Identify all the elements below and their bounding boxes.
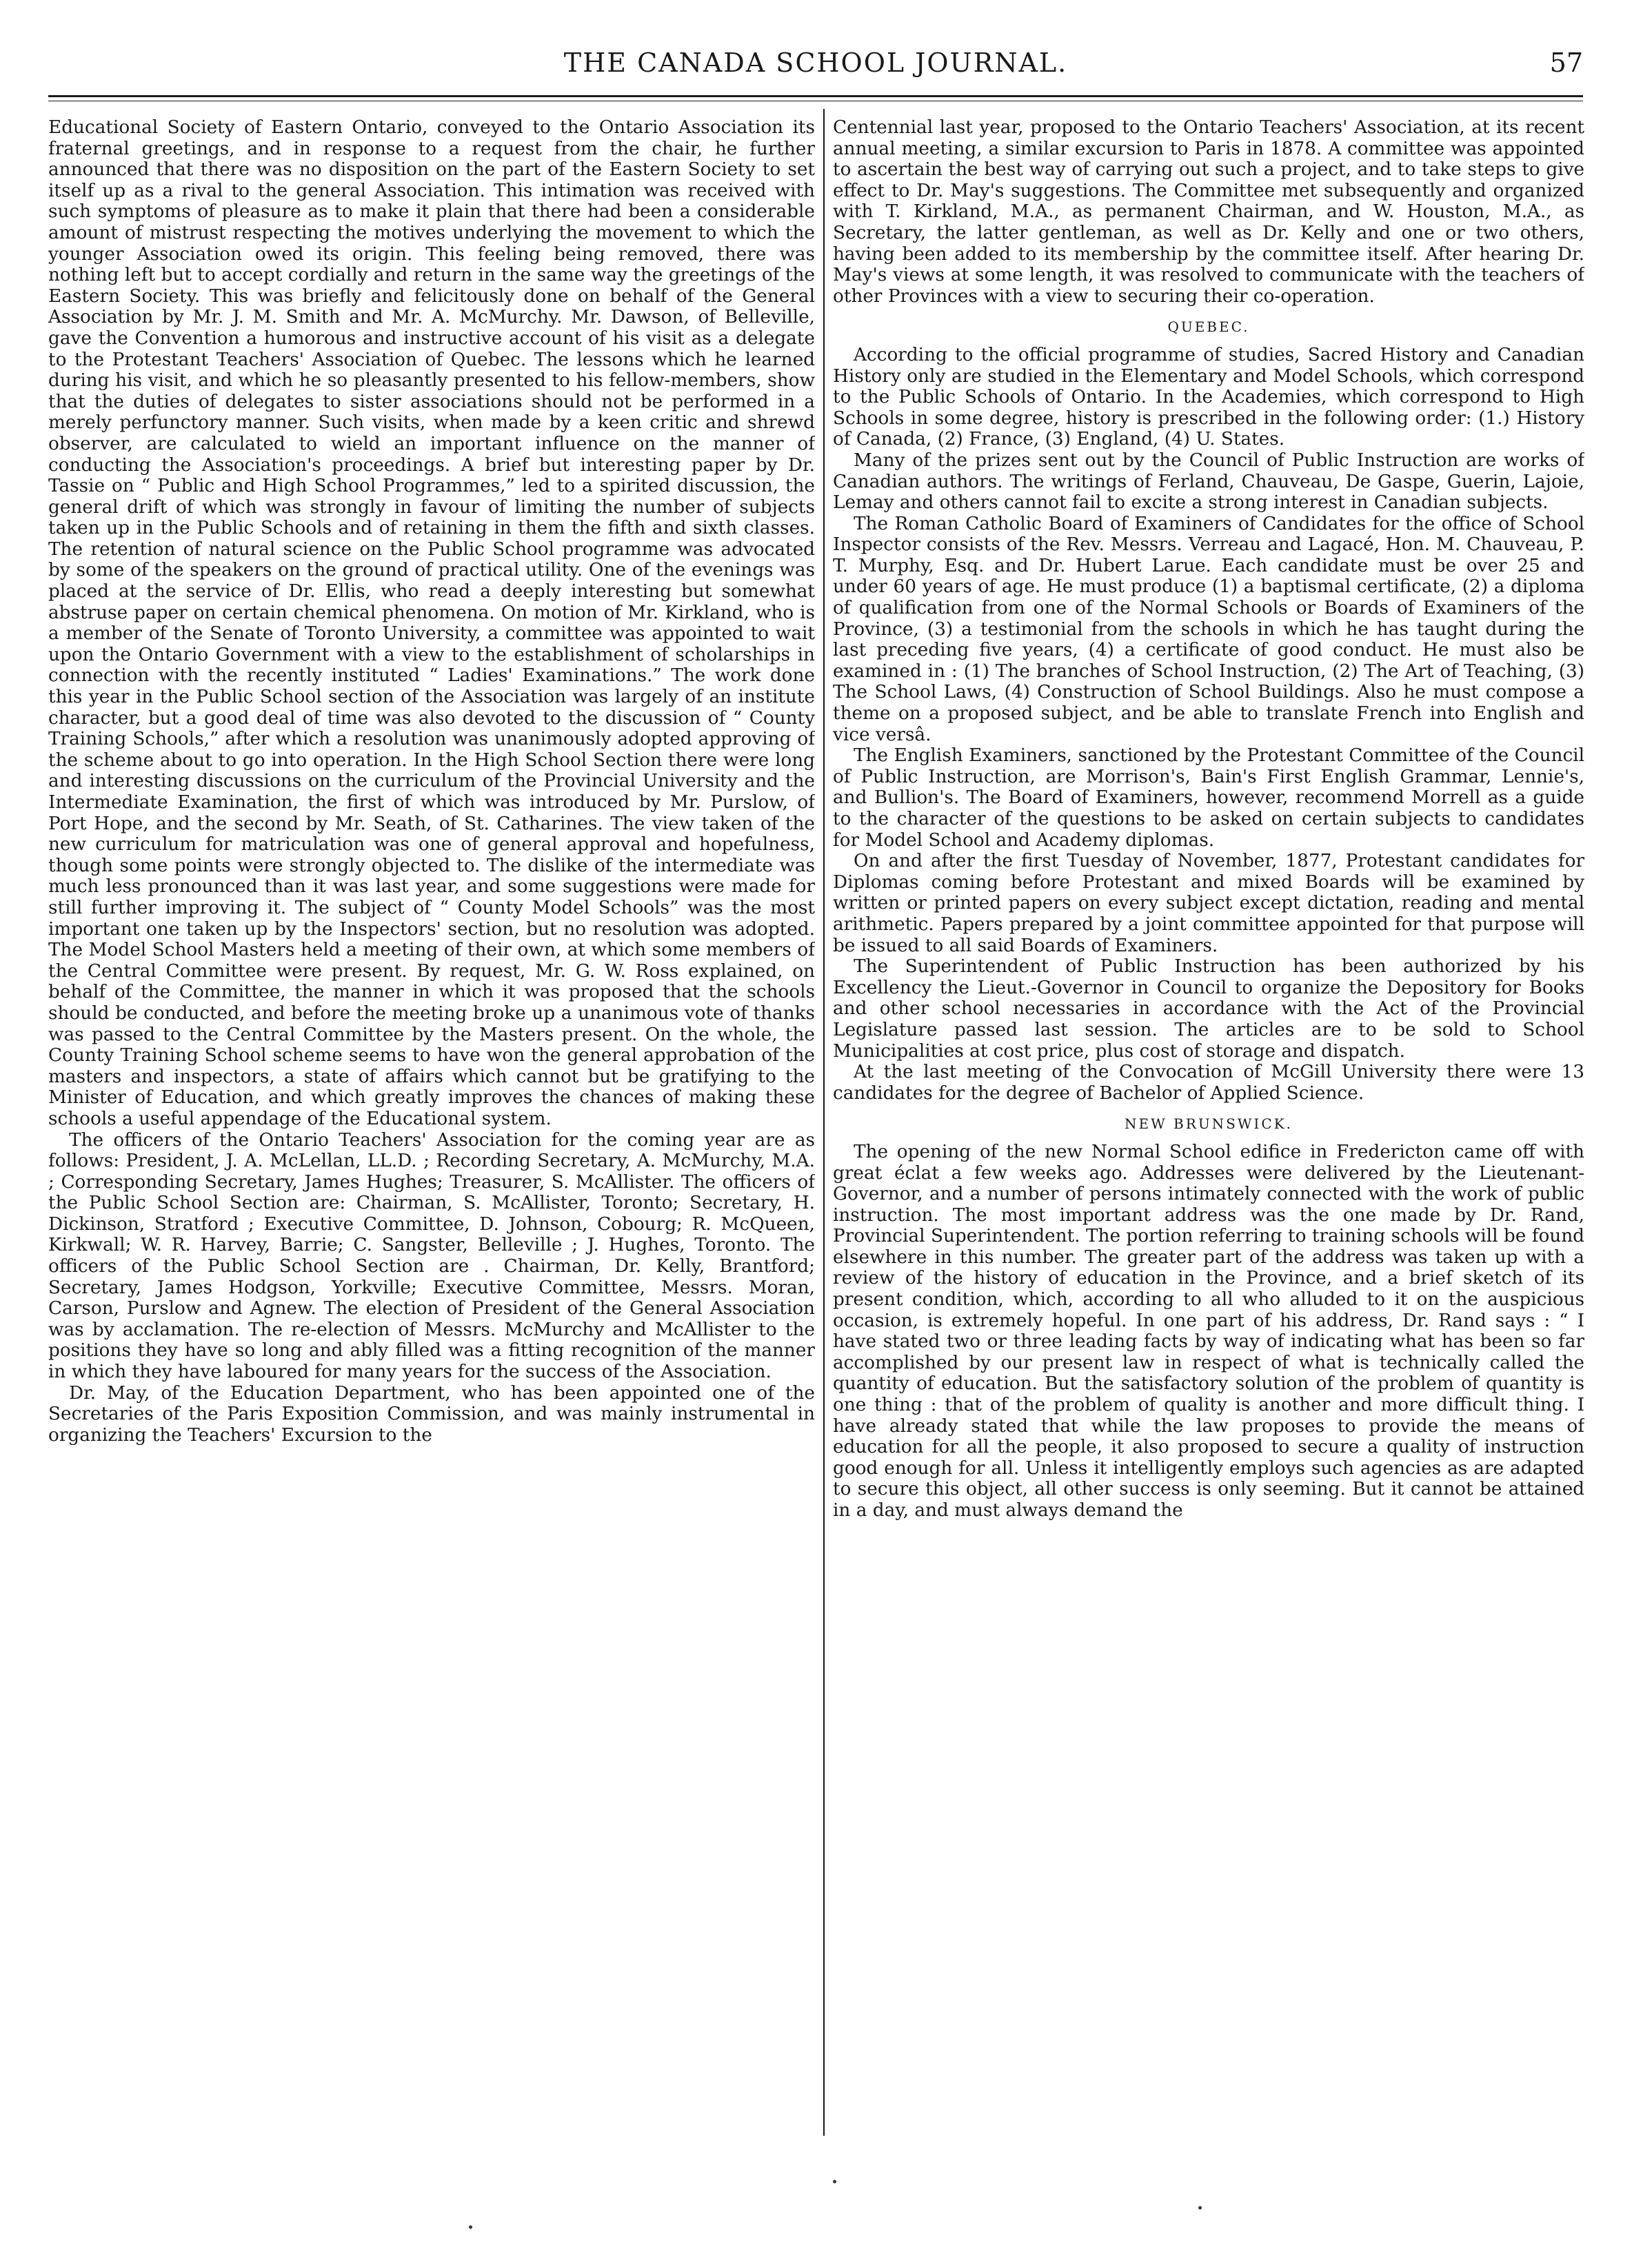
print-speck	[469, 2225, 472, 2229]
page-header	[48, 46, 1583, 87]
body-paragraph: Dr. May, of the Education Department, who has been appointed one of the Secretaries of the Paris Exposition Commission, and was mainly instrumental in organizing the Teachers' Excursion to the	[48, 1382, 815, 1446]
body-paragraph: Many of the prizes sent out by the Council of Public Instruction are works of Canadian authors. The writings of Ferland, Chauveau, De Gaspe, Guerin, Lajoie, Lemay and others cannot fail to excite a strong interest in Canadian subjects.	[833, 449, 1584, 514]
body-paragraph: On and after the first Tuesday of November, 1877, Protestant candidates for Diplomas coming before Protestant and mixed Boards will be examined by written or printed papers on every subject except dictation, reading and mental arithmetic. Papers prepared by a joint committee appointed for that purpose will be issued to all said Boards of Examiners.	[833, 851, 1584, 956]
column-divider	[823, 109, 825, 2136]
body-paragraph: At the last meeting of the Convocation of McGill University there were 13 candidates for the degree of Bachelor of Applied Science.	[833, 1062, 1584, 1104]
print-speck	[833, 2180, 836, 2183]
body-paragraph: Educational Society of Eastern Ontario, conveyed to the Ontario Association its fraternal greetings, and in response to a request from the chair, he further announced that there was no disposition on the part of the Eastern Society to set itself up as a rival to the general Association. This intimation was received with such symptoms of pleasure as to make it plain that there had been a considerable amount of mistrust respecting the motives underlying the movement to which the younger Association owed its origin. This feeling being removed, there was nothing left but to accept cordially and return in the same way the greetings of the Eastern Society. This was briefly and felicitously done on behalf of the General Association by Mr. J. M. Smith and Mr. A. McMurchy. Mr. Dawson, of Belleville, gave the Convention a humorous and instructive account of his visit as a delegate to the Protestant Teachers' Association of Quebec. The lessons which he learned during his visit, and which he so pleasantly presented to his fellow-members, show that the duties of delegates to sister associations should not be performed in a merely perfunctory manner. Such visits, when made by a keen critic and shrewd observer, are calculated to wield an important influence on the manner of conducting the Association's proceedings. A brief but interesting paper by Dr. Tassie on “ Public and High School Programmes,” led to a spirited discussion, the general drift of which was strongly in favour of limiting the number of subjects taken up in the Public Schools and of retaining in them the fifth and sixth classes. The retention of natural science on the Public School programme was advocated by some of the speakers on the ground of practical utility. One of the evenings was placed at the service of Dr. Ellis, who read a deeply interesting but somewhat abstruse paper on certain chemical phenomena. On motion of Mr. Kirkland, who is a member of the Senate of Toronto University, a committee was appointed to wait upon the Ontario Government with a view to the establishment of scholarships in connection with the recently instituted “ Ladies' Examinations.” The work done this year in the Public School section of the Association was largely of an institute character, but a good deal of time was also devoted to the discussion of “ County Training Schools,” after which a resolution was unanimously adopted approving of the scheme about to go into operation. In the High School Section there were long and interesting discussions on the curriculum of the Provincial University and the Intermediate Examination, the first of which was introduced by Mr. Purslow, of Port Hope, and the second by Mr. Seath, of St. Catharines. The view taken of the new curriculum for matriculation was one of general approval and hopefulness, though some points were strongly objected to. The dislike of the intermediate was much less pronounced than it was last year, and some suggestions were made for still further improving it. The subject of “ County Model Schools” was the most important one taken up by the Inspectors' section, but no resolution was adopted. The Model School Masters held a meeting of their own, at which some members of the Central Committee were present. By request, Mr. G. W. Ross explained, on behalf of the Committee, the manner in which it was proposed that the schools should be conducted, and before the meeting broke up a unanimous vote of thanks was passed to the Central Committee by the Masters present. On the whole, the County Training School scheme seems to have won the general approbation of the masters and inspectors, a state of affairs which cannot but be gratifying to the Minister of Education, and which greatly improves the chances of making these schools a useful appendage of the Educational system.	[48, 117, 815, 1129]
body-paragraph: The Superintendent of Public Instruction has been authorized by his Excellency the Lieut.-Governor in Council to organize the Depository for Books and other school necessaries in accordance with the Act of the Provincial Legislature passed last session. The articles are to be sold to School Municipalities at cost price, plus cost of storage and dispatch.	[833, 956, 1584, 1062]
section-heading-new-brunswick: NEW BRUNSWICK.	[1125, 1115, 1293, 1133]
journal-title: THE CANADA SCHOOL JOURNAL.	[563, 48, 1068, 78]
body-paragraph: The opening of the new Normal School edifice in Fredericton came off with great éclat a few weeks ago. Addresses were delivered by the Lieutenant-Governor, and a number of persons intimately connected with the work of public instruction. The most important address was the one made by Dr. Rand, Provincial Superintendent. The portion referring to training schools will be found elsewhere in this number. The greater part of the address was taken up with a review of the history of education in the Province, and a brief sketch of its present condition, which, according to all who alluded to it on the auspicious occasion, is extremely hopeful. In one part of his address, Dr. Rand says : “ I have stated two or three leading facts by way of indicating what has been so far accomplished by our present law in respect of what is technically called the quantity of education. But the satisfactory solution of the problem of quantity is one thing : that of the problem of quality is another and more difficult thing. I have already stated that while the law proposes to provide the means of education for all the people, it also proposed to secure a quality of instruction good enough for all. Unless it intelligently employs such agencies as are adapted to secure this object, all other success is only seeming. But it cannot be attained in a day, and must always demand the	[833, 1141, 1584, 1521]
body-paragraph: The Roman Catholic Board of Examiners of Candidates for the office of School Inspector consists of the Rev. Messrs. Verreau and Lagacé, Hon. M. Chauveau, P. T. Murphy, Esq. and Dr. Hubert Larue. Each candidate must be over 25 and under 60 years of age. He must produce (1) a baptismal certificate, (2) a diploma of qualification from one of the Normal Schools or Boards of Examiners of the Province, (3) a testimonial from the schools in which he has taught during the last preceding five years, (4) a certificate of good conduct. He must also be examined in : (1) The branches of School Instruction, (2) The Art of Teaching, (3) The School Laws, (4) Construction of School Buildings. Also he must compose a theme on a proposed subject, and be able to translate French into English and vice versâ.	[833, 513, 1584, 745]
body-paragraph: According to the official programme of studies, Sacred History and Canadian History only are studied in the Elementary and Model Schools, which correspond to the Public Schools of Ontario. In the Academies, which correspond to High Schools in some degree, history is prescribed in the following order: (1.) History of Canada, (2) France, (3) England, (4) U. States.	[833, 344, 1584, 450]
header-rule	[48, 95, 1583, 97]
page-number: 57	[1549, 48, 1583, 78]
left-column	[48, 117, 815, 2172]
right-column	[833, 117, 1584, 2172]
body-paragraph: The officers of the Ontario Teachers' Association for the coming year are as follows: President, J. A. McLellan, LL.D. ; Recording Secretary, A. McMurchy, M.A. ; Corresponding Secretary, James Hughes; Treasurer, S. McAllister. The officers of the Public School Section are: Chairman, S. McAllister, Toronto; Secretary, H. Dickinson, Stratford ; Executive Committee, D. Johnson, Cobourg; R. McQueen, Kirkwall; W. R. Harvey, Barrie; C. Sangster, Belleville ; J. Hughes, Toronto. The officers of the Public School Section are . Chairman, Dr. Kelly, Brantford; Secretary, James Hodgson, Yorkville; Executive Committee, Messrs. Moran, Carson, Purslow and Agnew. The election of President of the General Association was by acclamation. The re-election of Messrs. McMurchy and McAllister to the positions they have so long and ably filled was a fitting recognition of the manner in which they have laboured for many years for the success of the Association.	[48, 1129, 815, 1383]
body-paragraph: Centennial last year, proposed to the Ontario Teachers' Association, at its recent annual meeting, a similar excursion to Paris in 1878. A committee was appointed to ascertain the best way of carrying out such a project, and to take steps to give effect to Dr. May's suggestions. The Committee met subsequently and organized with T. Kirkland, M.A., as permanent Chairman, and W. Houston, M.A., as Secretary, the latter gentleman, as well as Dr. Kelly and one or two others, having been added to its membership by the committee itself. After hearing Dr. May's views at some length, it was resolved to communicate with the teachers of other Provinces with a view to securing their co-operation.	[833, 117, 1584, 307]
section-heading-quebec: QUEBEC.	[1167, 319, 1250, 336]
print-speck	[1198, 2206, 1202, 2210]
body-paragraph: The English Examiners, sanctioned by the Protestant Committee of the Council of Public Instruction, are Morrison's, Bain's First English Grammar, Lennie's, and Bullion's. The Board of Examiners, however, recommend Morrell as a guide to the character of the questions to be asked on certain subjects to candidates for Model School and Academy diplomas.	[833, 745, 1584, 851]
